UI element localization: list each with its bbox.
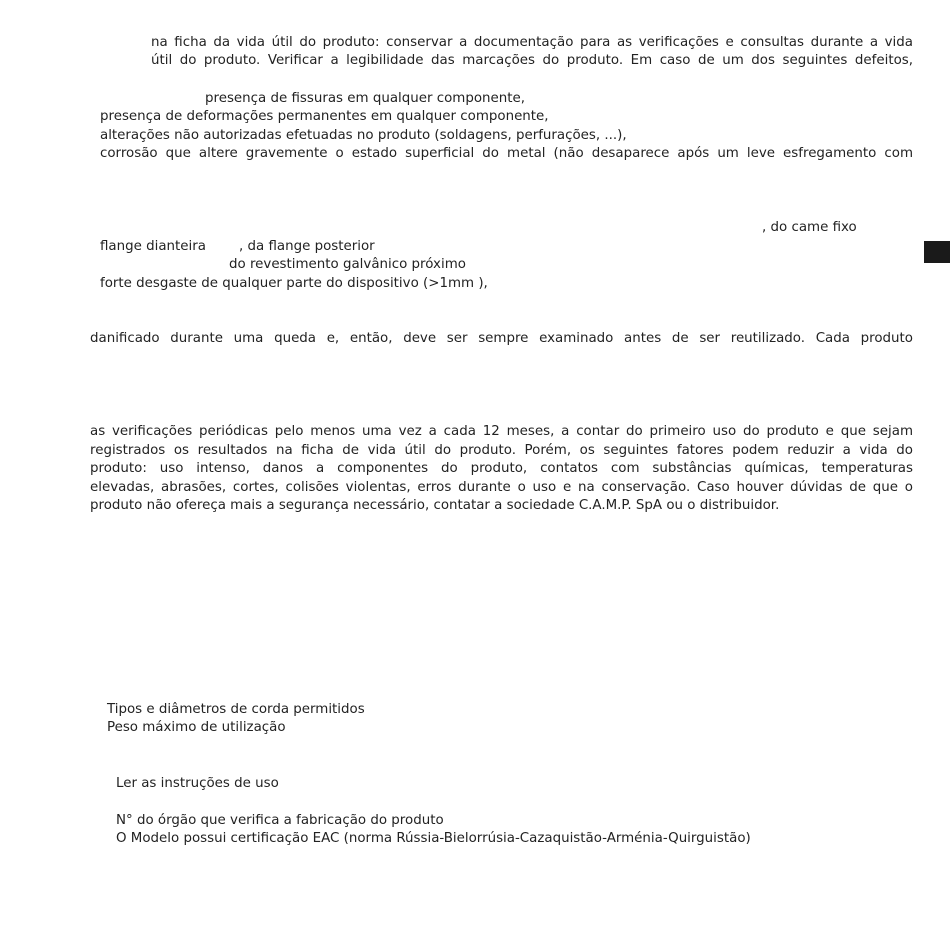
legend-notified-body: N° do órgão que verifica a fabricação do produto — [116, 813, 444, 828]
legend-rope-types: Tipos e diâmetros de corda permitidos — [107, 702, 365, 717]
defect-corrosion: corrosão que altere gravemente o estado superficial do metal (não desaparece após um leve esfregamento com — [100, 146, 913, 161]
defect-cracks: presença de fissuras em qualquer componente, — [205, 91, 525, 106]
periodic-line-2: registrados os resultados na ficha de vida útil do produto. Porém, os seguintes fatores podem reduzir a vida do — [90, 442, 913, 458]
periodic-line-4: elevadas, abrasões, cortes, colisões violentas, erros durante o uso e na conservação. Caso houver dúvidas de que o — [90, 479, 913, 495]
periodic-line-1: as verificações periódicas pelo menos uma vez a cada 12 meses, a contar do primeiro uso do produto e que sejam — [90, 424, 913, 439]
defect-deformations: presença de deformações permanentes em qualquer componente, — [100, 109, 549, 124]
defect-front-flange: flange dianteira — [100, 239, 206, 254]
periodic-line-5: produto não ofereça mais a segurança necessário, contatar a sociedade C.A.M.P. SpA ou o distribuidor. — [90, 498, 780, 513]
legend-read-instructions: Ler as instruções de uso — [116, 776, 279, 791]
legend-max-weight: Peso máximo de utilização — [107, 720, 286, 735]
defect-wear: forte desgaste de qualquer parte do dispositivo (>1mm ), — [100, 276, 488, 291]
drop-paragraph-line: danificado durante uma queda e, então, deve ser sempre examinado antes de ser reutilizado. Cada produto — [90, 331, 913, 346]
periodic-checks-paragraph — [90, 423, 913, 516]
defect-rear-flange: , da flange posterior — [239, 239, 375, 254]
defect-galvanic-coating: do revestimento galvânico próximo — [229, 257, 466, 272]
defect-unauthorized-changes: alterações não autorizadas efetuadas no produto (soldagens, perfurações, ...), — [100, 128, 627, 143]
periodic-line-3: produto: uso intenso, danos a componentes do produto, contatos com substâncias químicas, temperaturas — [90, 461, 913, 476]
intro-line-2: útil do produto. Verificar a legibilidade das marcações do produto. Em caso de um dos seguintes defeitos, — [151, 53, 913, 68]
intro-line-1: na ficha da vida útil do produto: conservar a documentação para as verificações e consultas durante a vida — [151, 35, 913, 50]
section-tab-marker — [924, 241, 950, 263]
defect-cam-fragment: , do came fixo — [762, 220, 857, 235]
legend-eac-certification: O Modelo possui certificação EAC (norma Rússia-Bielorrúsia-Cazaquistão-Arménia-Quirguistão) — [116, 831, 751, 846]
